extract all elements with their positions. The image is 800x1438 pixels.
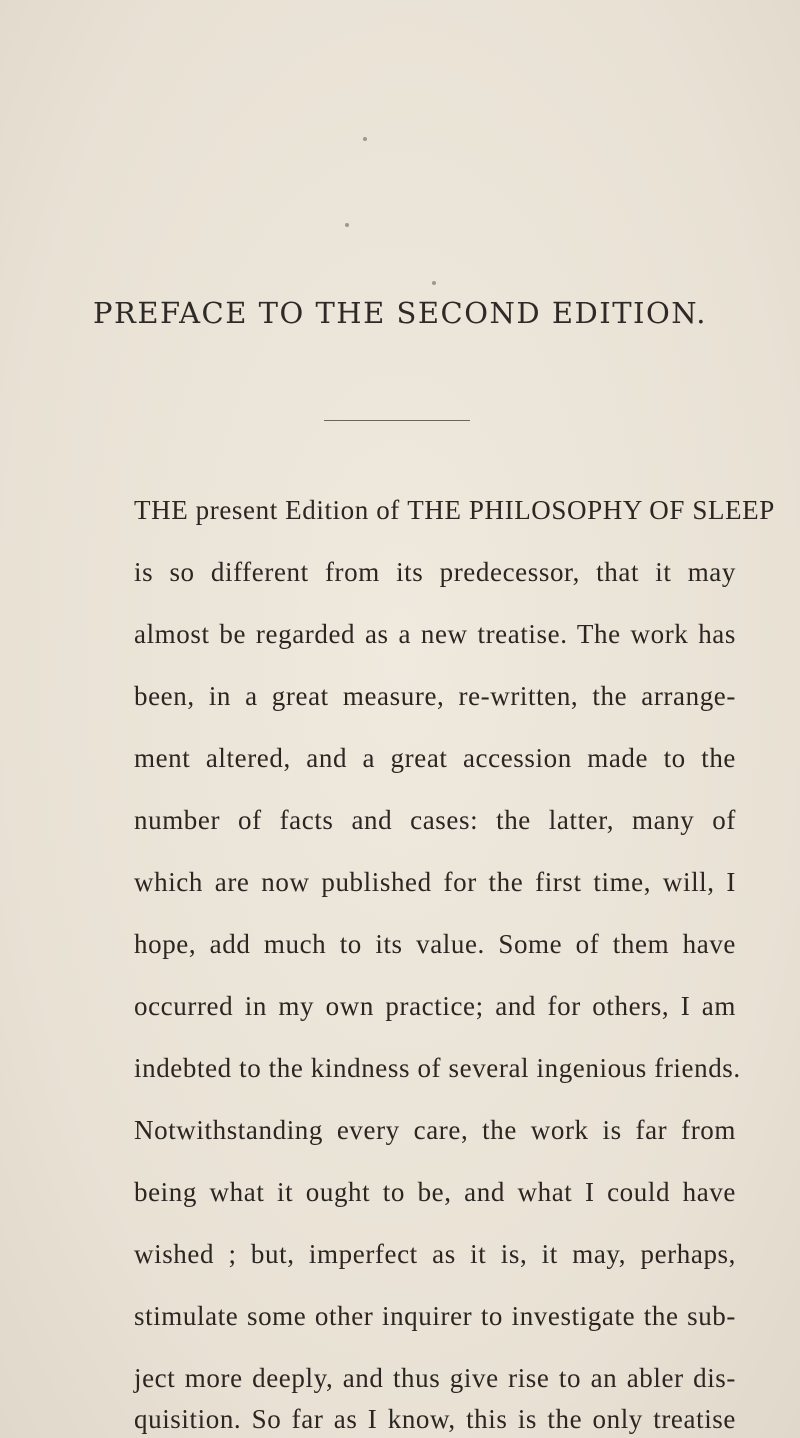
text-line-13: wished ; but, imperfect as it is, it may, perhaps, xyxy=(134,1239,736,1269)
paper-speck xyxy=(363,137,367,141)
text-line-16: quisition. So far as I know, this is the only treatise xyxy=(134,1404,736,1434)
text-line-6: number of facts and cases: the latter, many of xyxy=(134,805,736,835)
text-line-14: stimulate some other inquirer to investigate the sub- xyxy=(134,1301,736,1331)
first-line-middle: present Edition of xyxy=(188,495,408,525)
paper-speck xyxy=(345,223,349,227)
text-line-3: almost be regarded as a new treatise. The work has xyxy=(134,619,736,649)
text-line-2: is so different from its predecessor, that it may xyxy=(134,557,736,587)
title-divider xyxy=(324,420,470,421)
text-line-4: been, in a great measure, re-written, the arrange- xyxy=(134,681,736,711)
text-line-7: which are now published for the first time, will, I xyxy=(134,867,736,897)
page-title: PREFACE TO THE SECOND EDITION. xyxy=(92,296,708,330)
text-line-9: occurred in my own practice; and for others, I am xyxy=(134,991,736,1021)
text-line-8: hope, add much to its value. Some of them have xyxy=(134,929,736,959)
text-line-10: indebted to the kindness of several ingenious friends. xyxy=(134,1053,741,1083)
book-title: THE PHILOSOPHY OF SLEEP xyxy=(407,495,775,525)
paper-speck xyxy=(432,281,436,285)
text-line-11: Notwithstanding every care, the work is far from xyxy=(134,1115,736,1145)
text-line-1 xyxy=(134,495,775,526)
text-line-5: ment altered, and a great accession made to the xyxy=(134,743,736,773)
text-line-15: ject more deeply, and thus give rise to an abler dis- xyxy=(134,1363,736,1393)
drop-word: THE xyxy=(134,495,189,525)
text-line-12: being what it ought to be, and what I could have xyxy=(134,1177,736,1207)
